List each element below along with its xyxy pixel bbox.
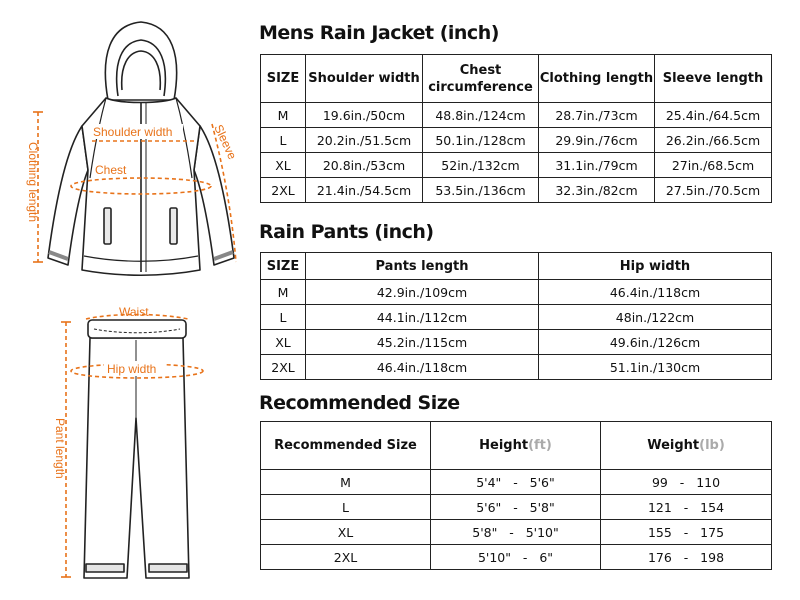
table-row bbox=[261, 103, 772, 128]
table-cell: 42.9in./109cm bbox=[306, 280, 539, 305]
table-cell: 44.1in./112cm bbox=[306, 305, 539, 330]
size-cell: 2XL bbox=[261, 178, 306, 203]
table-row bbox=[261, 470, 772, 495]
table-cell: 25.4in./64.5cm bbox=[655, 103, 772, 128]
label-hip-width: Hip width bbox=[107, 362, 157, 376]
size-cell: L bbox=[261, 495, 431, 520]
size-cell: 2XL bbox=[261, 545, 431, 570]
table-cell: 49.6in./126cm bbox=[539, 330, 772, 355]
size-cell: XL bbox=[261, 153, 306, 178]
table-row bbox=[261, 153, 772, 178]
jacket-table-title: Mens Rain Jacket (inch) bbox=[259, 22, 499, 44]
table-cell: 48in./122cm bbox=[539, 305, 772, 330]
table-cell: 50.1in./128cm bbox=[423, 128, 539, 153]
header-height-label: Height bbox=[479, 438, 529, 453]
label-pant-length: Pant length bbox=[53, 418, 67, 479]
pants-drawing bbox=[84, 320, 189, 578]
size-guide-illustration bbox=[0, 0, 250, 600]
height-cell: 5'4" - 5'6" bbox=[431, 470, 601, 495]
table-row bbox=[261, 178, 772, 203]
size-cell: XL bbox=[261, 330, 306, 355]
table-cell: 48.8in./124cm bbox=[423, 103, 539, 128]
header-hip-width: Hip width bbox=[539, 253, 772, 280]
pants-table-title: Rain Pants (inch) bbox=[259, 221, 434, 243]
recommended-table-title: Recommended Size bbox=[259, 392, 460, 414]
table-row bbox=[261, 330, 772, 355]
table-cell: 20.2in./51.5cm bbox=[306, 128, 423, 153]
table-cell: 19.6in./50cm bbox=[306, 103, 423, 128]
weight-cell: 155 - 175 bbox=[601, 520, 772, 545]
header-weight-label: Weight bbox=[647, 438, 700, 453]
height-cell: 5'8" - 5'10" bbox=[431, 520, 601, 545]
header-sleeve-length: Sleeve length bbox=[655, 55, 772, 103]
size-cell: XL bbox=[261, 520, 431, 545]
label-chest: Chest bbox=[95, 163, 127, 177]
header-size: SIZE bbox=[261, 253, 306, 280]
header-height bbox=[431, 422, 601, 470]
size-cell: M bbox=[261, 103, 306, 128]
size-cell: M bbox=[261, 280, 306, 305]
header-shoulder-width: Shoulder width bbox=[306, 55, 423, 103]
table-cell: 20.8in./53cm bbox=[306, 153, 423, 178]
table-row bbox=[261, 520, 772, 545]
recommended-size-table bbox=[260, 421, 772, 570]
weight-cell: 99 - 110 bbox=[601, 470, 772, 495]
table-cell: 51.1in./130cm bbox=[539, 355, 772, 380]
header-height-unit: (ft) bbox=[528, 438, 552, 453]
height-cell: 5'10" - 6" bbox=[431, 545, 601, 570]
header-clothing-length: Clothing length bbox=[539, 55, 655, 103]
jacket-drawing bbox=[48, 22, 234, 275]
table-row bbox=[261, 305, 772, 330]
weight-cell: 121 - 154 bbox=[601, 495, 772, 520]
table-row bbox=[261, 495, 772, 520]
header-recommended-size: Recommended Size bbox=[261, 422, 431, 470]
table-row bbox=[261, 128, 772, 153]
label-shoulder-width: Shoulder width bbox=[93, 125, 173, 139]
weight-cell: 176 - 198 bbox=[601, 545, 772, 570]
table-cell: 32.3in./82cm bbox=[539, 178, 655, 203]
table-header-row bbox=[261, 55, 772, 103]
height-cell: 5'6" - 5'8" bbox=[431, 495, 601, 520]
label-waist: Waist bbox=[119, 305, 149, 319]
table-cell: 27in./68.5cm bbox=[655, 153, 772, 178]
table-cell: 27.5in./70.5cm bbox=[655, 178, 772, 203]
table-cell: 29.9in./76cm bbox=[539, 128, 655, 153]
pants-size-table bbox=[260, 252, 772, 380]
label-sleeve: Sleeve bbox=[211, 122, 240, 162]
header-size: SIZE bbox=[261, 55, 306, 103]
label-clothing-length: Clothing length bbox=[26, 142, 40, 223]
size-cell: L bbox=[261, 305, 306, 330]
table-cell: 52in./132cm bbox=[423, 153, 539, 178]
table-cell: 21.4in./54.5cm bbox=[306, 178, 423, 203]
table-cell: 26.2in./66.5cm bbox=[655, 128, 772, 153]
table-header-row bbox=[261, 422, 772, 470]
table-row bbox=[261, 280, 772, 305]
size-cell: L bbox=[261, 128, 306, 153]
table-cell: 31.1in./79cm bbox=[539, 153, 655, 178]
table-cell: 46.4in./118cm bbox=[306, 355, 539, 380]
table-row bbox=[261, 545, 772, 570]
table-header-row bbox=[261, 253, 772, 280]
size-cell: M bbox=[261, 470, 431, 495]
header-weight bbox=[601, 422, 772, 470]
table-row bbox=[261, 355, 772, 380]
table-cell: 28.7in./73cm bbox=[539, 103, 655, 128]
header-weight-unit: (lb) bbox=[699, 438, 725, 453]
header-chest-circumference: Chest circumference bbox=[423, 55, 539, 103]
size-cell: 2XL bbox=[261, 355, 306, 380]
jacket-size-table bbox=[260, 54, 772, 203]
table-cell: 45.2in./115cm bbox=[306, 330, 539, 355]
table-cell: 46.4in./118cm bbox=[539, 280, 772, 305]
header-pants-length: Pants length bbox=[306, 253, 539, 280]
table-cell: 53.5in./136cm bbox=[423, 178, 539, 203]
